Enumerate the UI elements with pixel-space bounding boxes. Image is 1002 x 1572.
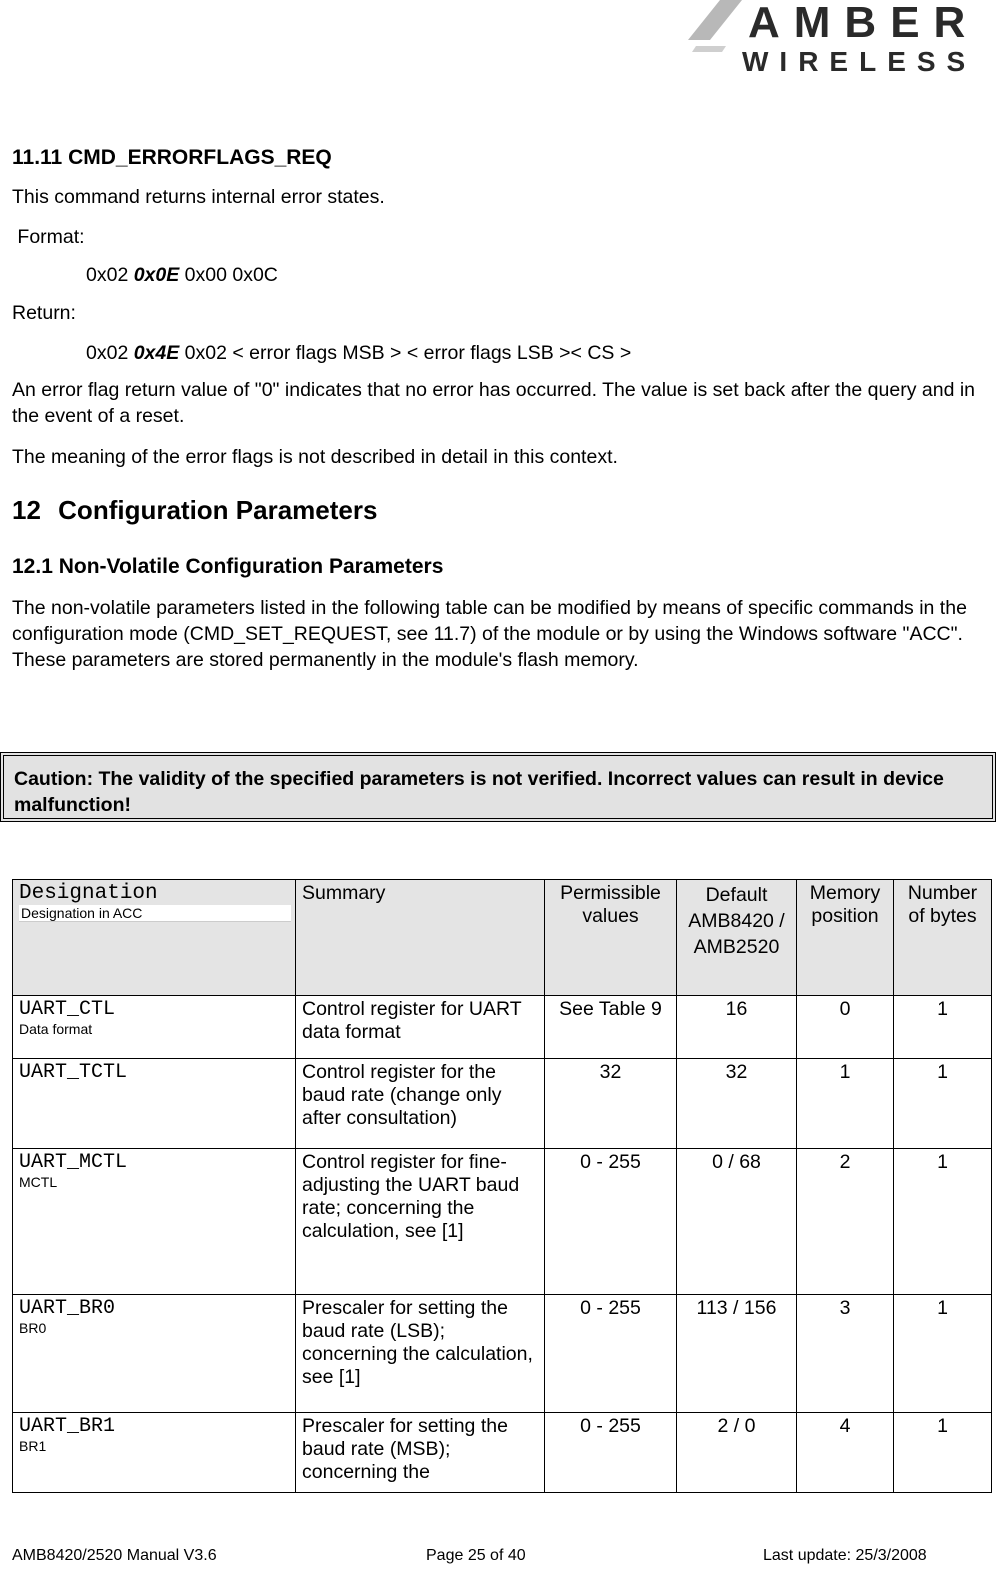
table-row xyxy=(12,1295,992,1413)
row-summary: Control register for the baud rate (change only after consultation) xyxy=(296,1059,545,1149)
row-default: 16 xyxy=(677,996,797,1059)
row-bytes: 1 xyxy=(894,1059,992,1149)
format-line xyxy=(86,262,278,288)
row-acc: Data format xyxy=(19,1021,93,1037)
row-memory: 1 xyxy=(797,1059,894,1149)
header-designation-label: Designation xyxy=(19,882,158,905)
return-line xyxy=(86,340,631,366)
format-prefix: 0x02 xyxy=(86,264,134,286)
return-prefix: 0x02 xyxy=(86,342,134,364)
table-row xyxy=(12,996,992,1059)
table-row xyxy=(12,1413,992,1493)
row-summary: Prescaler for setting the baud rate (LSB); concerning the calculation, see [1] xyxy=(296,1295,545,1413)
chapter-number: 12 xyxy=(12,495,41,525)
error-flag-paragraph: An error flag return value of "0" indicates that no error has occurred. The value is set back after the query and in the event of a reset. xyxy=(12,379,976,427)
row-default: 32 xyxy=(677,1059,797,1149)
row-memory: 0 xyxy=(797,996,894,1059)
row-bytes: 1 xyxy=(894,1295,992,1413)
caution-text: Caution: The validity of the specified parameters is not verified. Incorrect values can result in device malfunction! xyxy=(14,768,944,816)
intro-text: This command returns internal error states. xyxy=(12,186,385,208)
row-name: UART_BR0 xyxy=(19,1297,116,1320)
header-designation-sub: Designation in ACC xyxy=(19,905,291,922)
amber-wireless-logo xyxy=(686,0,986,80)
row-permissible: See Table 9 xyxy=(545,996,677,1059)
table-header-row xyxy=(12,879,992,996)
row-summary: Control register for UART data format xyxy=(296,996,545,1059)
row-bytes: 1 xyxy=(894,1149,992,1295)
footer-page: Page 25 of 40 xyxy=(426,1547,526,1564)
footer-updated: Last update: 25/3/2008 xyxy=(763,1547,927,1564)
row-summary: Control register for fine-adjusting the UART baud rate; concerning the calculation, see [1] xyxy=(296,1149,545,1295)
header-summary: Summary xyxy=(296,879,545,996)
row-name: UART_MCTL xyxy=(19,1151,128,1174)
return-label: Return: xyxy=(12,302,76,324)
row-name: UART_BR1 xyxy=(19,1415,116,1438)
section-heading-12-1: 12.1 Non-Volatile Configuration Parameters xyxy=(12,555,444,578)
return-command: 0x4E xyxy=(133,342,180,364)
row-permissible: 0 - 255 xyxy=(545,1413,677,1493)
row-default: 0 / 68 xyxy=(677,1149,797,1295)
header-bytes: Number of bytes xyxy=(894,879,992,996)
logo-wireless-text: WIRELESS xyxy=(742,46,977,77)
row-default: 2 / 0 xyxy=(677,1413,797,1493)
footer-manual: AMB8420/2520 Manual V3.6 xyxy=(12,1547,217,1564)
row-acc: BR1 xyxy=(19,1438,47,1454)
row-acc: BR0 xyxy=(19,1320,47,1336)
row-bytes: 1 xyxy=(894,1413,992,1493)
error-flag-meaning: The meaning of the error flags is not described in detail in this context. xyxy=(12,446,618,468)
format-suffix: 0x00 0x0C xyxy=(179,264,278,286)
row-default: 113 / 156 xyxy=(677,1295,797,1413)
row-permissible: 0 - 255 xyxy=(545,1295,677,1413)
chapter-title: Configuration Parameters xyxy=(58,495,378,525)
header-permissible: Permissible values xyxy=(545,879,677,996)
row-name: UART_TCTL xyxy=(19,1061,128,1084)
header-designation xyxy=(12,879,296,996)
return-suffix: 0x02 < error flags MSB > < error flags LSB >< CS > xyxy=(179,342,632,364)
header-memory: Memory position xyxy=(797,879,894,996)
logo-amber-text: AMBER xyxy=(748,0,980,47)
table-row xyxy=(12,1149,992,1295)
row-permissible: 0 - 255 xyxy=(545,1149,677,1295)
row-bytes: 1 xyxy=(894,996,992,1059)
section-heading-11-11: 11.11 CMD_ERRORFLAGS_REQ xyxy=(12,146,332,169)
parameter-table xyxy=(12,879,992,1493)
row-name: UART_CTL xyxy=(19,998,116,1021)
row-acc: MCTL xyxy=(19,1174,58,1190)
table-row xyxy=(12,1059,992,1149)
row-summary: Prescaler for setting the baud rate (MSB); concerning the xyxy=(296,1413,545,1493)
row-permissible: 32 xyxy=(545,1059,677,1149)
header-default: Default AMB8420 / AMB2520 xyxy=(677,879,797,996)
row-memory: 4 xyxy=(797,1413,894,1493)
non-volatile-paragraph: The non-volatile parameters listed in the following table can be modified by means of specific commands in the configuration mode (CMD_SET_REQUEST, see 11.7) of the module or by using the Windows software "ACC". These parameters are stored permanently in the module's flash memory. xyxy=(12,597,967,671)
format-command: 0x0E xyxy=(133,264,180,286)
row-memory: 2 xyxy=(797,1149,894,1295)
chapter-heading xyxy=(12,495,377,526)
row-memory: 3 xyxy=(797,1295,894,1413)
caution-box xyxy=(0,752,996,822)
format-label: Format: xyxy=(12,226,85,248)
